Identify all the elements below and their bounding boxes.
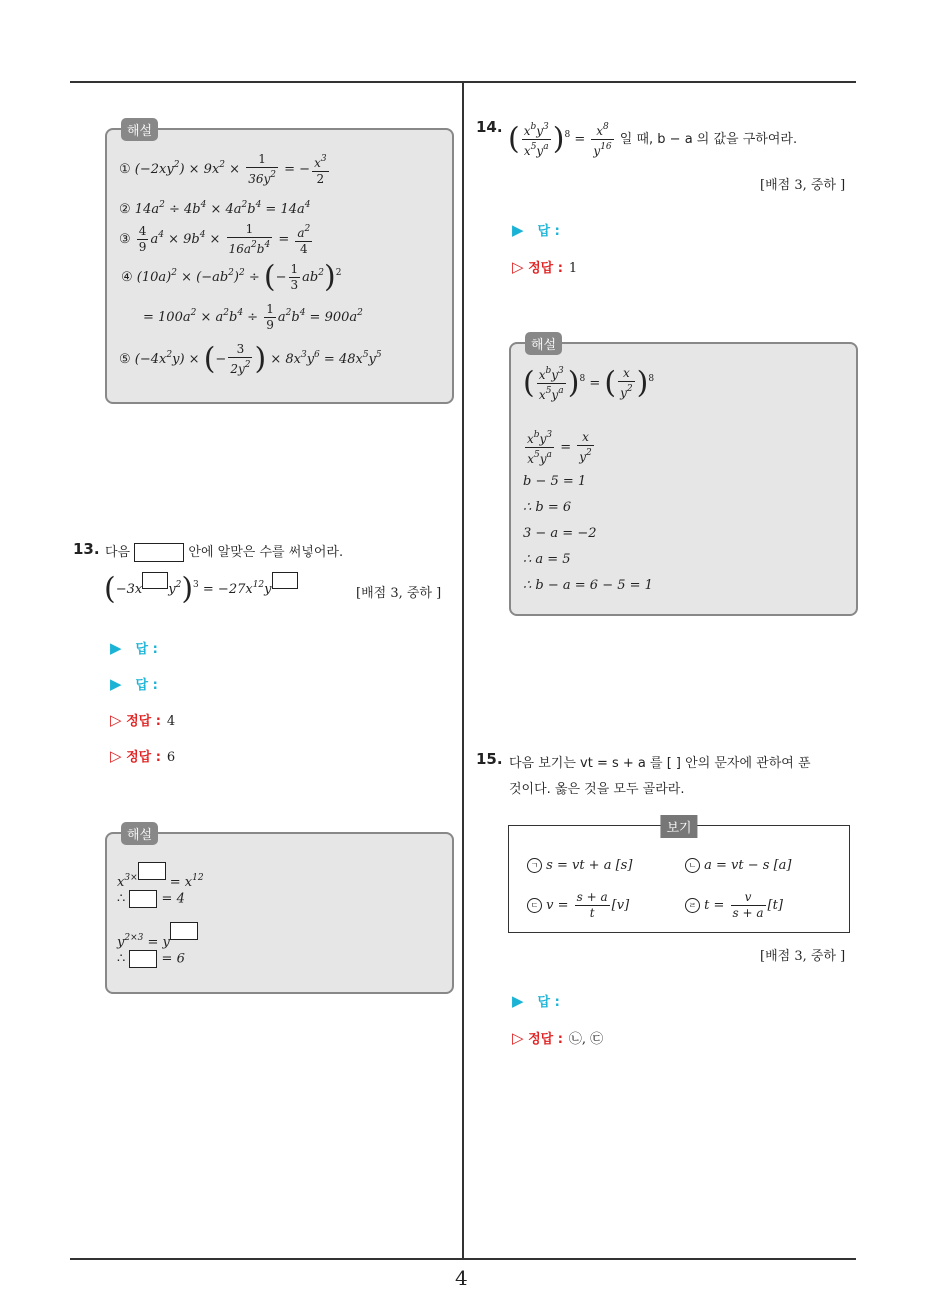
explanation-tag: 해설 [525, 332, 562, 355]
answer-row-13b: ▶ 답 : [110, 675, 158, 693]
exp-line-2: ② $14a^2 \div 4b^4 \times 4a^2b^4 = 14a^4$ [119, 200, 311, 217]
exp-line-5: = $100a^2 \times a^2b^4$ ÷ $\frac{1}{9}$ $a^2b^4 = 900a^2$ [143, 302, 363, 332]
bogi-tag: 보기 [660, 815, 697, 838]
question-15-grade: [배점 3, 중하 ] [760, 949, 846, 964]
exp14-line-2: $\frac{x^by^3}{x^5y^a}$ = $\frac{x}{y^2}$ [527, 430, 592, 466]
option-a: ㄱ s = vt + a [s] [527, 858, 632, 873]
exp14-line-1: ( $\frac{x^by^3}{x^5y^a}$ )$^8$ = ( $\frac{x}{y^2}$ )$^8$ [523, 365, 655, 402]
exp14-line-5: 3 − a = −2 [523, 526, 597, 541]
question-15-line-1: 다음 보기는 vt = s + a 를 [ ] 안의 문자에 관하여 푼 [509, 756, 811, 771]
page-number: 4 [455, 1266, 468, 1290]
bottom-rule [70, 1258, 856, 1260]
question-13-grade: [배점 3, 중하 ] [356, 586, 442, 601]
correct-row-14: ▷ 정답 : 1 [512, 258, 578, 276]
exp13-line-1: $x^{3\times} = x^{12}$ [117, 862, 204, 890]
option-c: ㄷ v = $\frac{s + a}{t}$ [v] [527, 890, 629, 921]
exp14-line-4: ∴ b = 6 [523, 500, 572, 515]
exp-line-3: ③ $\frac{4}{9}$ $a^4 \times 9b^4$ × $\frac{1}{16a^2b^4}$ = $\frac{a^2}{4}$ [119, 222, 311, 256]
question-14-grade: [배점 3, 중하 ] [760, 178, 846, 193]
question-13-text: 다음 안에 알맞은 수를 써넣어라. [105, 545, 344, 560]
correct-row-13b: ▷ 정답 : 6 [110, 747, 176, 765]
question-13-equation: (−3x $y^2)^3 = -27x^{12}y$ [104, 572, 298, 605]
explanation-box-12 [105, 124, 454, 404]
exp14-line-6: ∴ a = 5 [523, 552, 571, 567]
correct-row-15: ▷ 정답 : ㉡, ㉢ [512, 1029, 604, 1047]
explanation-box-14 [509, 338, 858, 616]
answer-row-13a: ▶ 답 : [110, 639, 158, 657]
exp13-line-2: ∴ = 4 [117, 891, 185, 907]
explanation-box-13 [105, 828, 454, 994]
explanation-tag: 해설 [121, 822, 158, 845]
question-13-number: 13. [73, 540, 100, 558]
exp13-line-4: ∴ = 6 [117, 951, 185, 967]
exp14-line-3: b − 5 = 1 [523, 474, 587, 489]
exp-line-1: ① $(-2xy^2) \times 9x^2$ × $\frac{1}{36y^2}$ = − $\frac{x^3}{2}$ [119, 152, 327, 186]
correct-row-13a: ▷ 정답 : 4 [110, 711, 176, 729]
exp-line-4: ④ $(10a)^2 \times (-ab^2)^2$ ÷ (− $\frac{1}{3}$ $ab^2)^2$ [121, 259, 342, 295]
explanation-tag: 해설 [121, 118, 158, 141]
question-14-number: 14. [476, 118, 503, 136]
exp14-line-7: ∴ b − a = 6 − 5 = 1 [523, 578, 653, 593]
column-divider [462, 82, 464, 1259]
answer-row-14: ▶ 답 : [512, 221, 560, 239]
question-15-line-2: 것이다. 옳은 것을 모두 골라라. [509, 782, 685, 797]
exp13-line-3: $y^{2\times 3} = y$ [117, 922, 198, 950]
question-14-equation: ( $\frac{x^by^3}{x^5y^a}$ )$^8$ = $\frac{x^8}{y^{16}}$ 일 때, b − a 의 값을 구하여라. [508, 121, 798, 158]
bogi-box [508, 821, 850, 933]
option-d: ㄹ t = $\frac{v}{s + a}$ [t] [685, 890, 783, 921]
question-15-number: 15. [476, 750, 503, 768]
answer-row-15: ▶ 답 : [512, 992, 560, 1010]
exp-line-6: ⑤ $(-4x^2y)$ × (− $\frac{3}{2y^2}$ ) × $8x^3y^6 = 48x^5y^5$ [119, 341, 382, 377]
blank-box [134, 543, 184, 562]
option-b: ㄴ a = vt − s [a] [685, 858, 791, 873]
